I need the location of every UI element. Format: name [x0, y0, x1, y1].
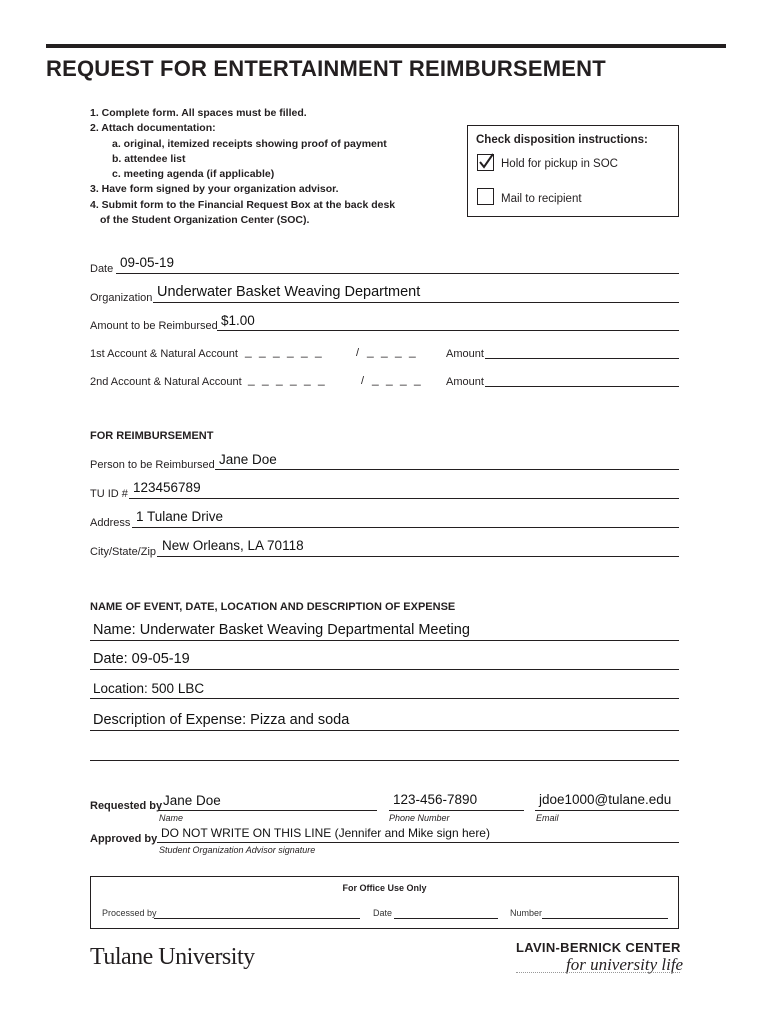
name-caption: Name [159, 813, 184, 823]
approved-label: Approved by [90, 833, 158, 845]
office-use-box [90, 876, 679, 929]
tulane-logo: Tulane University [90, 944, 255, 970]
person-line [215, 469, 679, 470]
organization-line [153, 302, 679, 303]
instruction-item: of the Student Organization Center (SOC). [100, 214, 310, 227]
city-line [157, 556, 679, 557]
top-rule [46, 44, 726, 48]
instruction-item: a. original, itemized receipts showing proof of payment [112, 137, 387, 150]
requested-email-field[interactable]: jdoe1000@tulane.edu [539, 792, 672, 807]
instruction-item: c. meeting agenda (if applicable) [112, 168, 275, 181]
tuid-line [129, 498, 679, 499]
reimbursement-heading: FOR REIMBURSEMENT [90, 430, 214, 442]
mail-recipient-checkbox[interactable] [477, 188, 494, 205]
office-date-field[interactable] [394, 918, 498, 919]
requested-email-line [535, 810, 679, 811]
disposition-box [467, 125, 679, 217]
account2-natural[interactable]: _ _ _ _ [372, 372, 423, 386]
approved-line [157, 842, 679, 843]
approved-field[interactable]: DO NOT WRITE ON THIS LINE (Jennifer and Mike sign here) [161, 826, 490, 840]
event-heading: NAME OF EVENT, DATE, LOCATION AND DESCRIPTION OF EXPENSE [90, 601, 456, 613]
number-field[interactable] [542, 918, 668, 919]
requested-phone-line [389, 810, 524, 811]
lavin-bernick-tagline: for university life [566, 955, 684, 974]
address-line [132, 527, 679, 528]
city-label: City/State/Zip [90, 546, 157, 558]
office-date-label: Date [373, 908, 393, 918]
address-label: Address [90, 517, 131, 529]
amount-label: Amount to be Reimbursed [90, 320, 218, 332]
instruction-item: 4. Submit form to the Financial Request Box at the back desk [90, 198, 396, 211]
checkmark-icon [477, 153, 494, 170]
account1-amount-label: Amount [446, 348, 484, 360]
event-date-field[interactable]: Date: 09-05-19 [93, 651, 190, 667]
hold-pickup-checkbox[interactable] [477, 154, 494, 171]
account1-label: 1st Account & Natural Account [90, 348, 238, 360]
account2-amount-field[interactable] [485, 386, 679, 387]
event-line-4 [90, 730, 679, 731]
processed-field[interactable] [154, 918, 360, 919]
account2-label: 2nd Account & Natural Account [90, 376, 242, 388]
instruction-item: 3. Have form signed by your organization advisor. [90, 183, 339, 196]
event-line-2 [90, 669, 679, 670]
date-label: Date [90, 263, 114, 275]
mail-recipient-label: Mail to recipient [501, 193, 582, 205]
email-caption: Email [536, 813, 559, 823]
account1-amount-field[interactable] [485, 358, 679, 359]
organization-field[interactable]: Underwater Basket Weaving Department [157, 284, 421, 300]
event-location-field[interactable]: Location: 500 LBC [93, 681, 205, 696]
advisor-caption: Student Organization Advisor signature [159, 845, 316, 855]
requested-name-line [159, 810, 377, 811]
instruction-item: 2. Attach documentation: [90, 122, 216, 135]
form-title: REQUEST FOR ENTERTAINMENT REIMBURSEMENT [46, 56, 606, 81]
event-name-field[interactable]: Name: Underwater Basket Weaving Departmental Meeting [93, 622, 470, 638]
event-line-5 [90, 760, 679, 761]
instructions-list [90, 106, 395, 228]
person-field[interactable]: Jane Doe [219, 452, 277, 467]
office-heading: For Office Use Only [342, 883, 427, 893]
date-field[interactable]: 09-05-19 [120, 255, 175, 270]
event-line-3 [90, 698, 679, 699]
processed-label: Processed by [102, 908, 157, 918]
address-field[interactable]: 1 Tulane Drive [136, 509, 224, 524]
requested-name-field[interactable]: Jane Doe [163, 793, 221, 808]
account2-separator: / [361, 375, 365, 387]
lavin-bernick-logo: LAVIN-BERNICK CENTER [516, 940, 681, 955]
disposition-heading: Check disposition instructions: [476, 134, 648, 146]
person-label: Person to be Reimbursed [90, 459, 215, 471]
city-field[interactable]: New Orleans, LA 70118 [162, 538, 304, 553]
requested-phone-field[interactable]: 123-456-7890 [393, 792, 478, 807]
number-label: Number [510, 908, 543, 918]
amount-line [217, 330, 679, 331]
tuid-field[interactable]: 123456789 [133, 480, 201, 495]
instruction-item: 1. Complete form. All spaces must be filled. [90, 107, 307, 119]
organization-label: Organization [90, 292, 153, 304]
event-line-1 [90, 640, 679, 641]
account1-code[interactable]: _ _ _ _ _ _ [245, 344, 324, 358]
tuid-label: TU ID # [90, 488, 128, 500]
account2-amount-label: Amount [446, 376, 484, 388]
amount-field[interactable]: $1.00 [221, 313, 255, 328]
account2-code[interactable]: _ _ _ _ _ _ [248, 372, 327, 386]
footer-rule [516, 972, 680, 973]
requested-label: Requested by [90, 800, 163, 812]
instruction-item: b. attendee list [112, 152, 186, 165]
date-line [116, 273, 679, 274]
event-description-field[interactable]: Description of Expense: Pizza and soda [93, 712, 350, 728]
account1-natural[interactable]: _ _ _ _ [367, 344, 418, 358]
account1-separator: / [356, 347, 360, 359]
phone-caption: Phone Number [389, 813, 450, 823]
hold-pickup-label: Hold for pickup in SOC [501, 158, 618, 170]
